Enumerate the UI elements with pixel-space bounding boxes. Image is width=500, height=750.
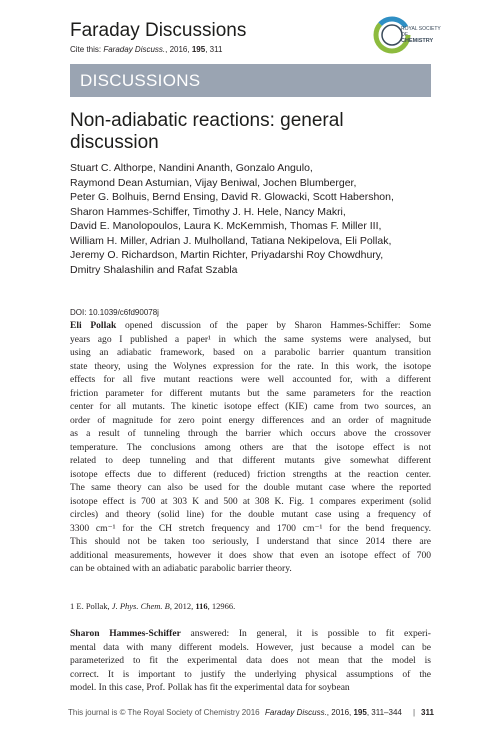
- speaker-name: Sharon Hammes-Schiffer: [70, 628, 181, 639]
- reference-prefix: 1 E. Pollak,: [70, 601, 112, 611]
- paragraph-line: as a result of tunneling through the barrier which occurs above the crossover: [70, 428, 431, 439]
- paragraph-line: effects for all five mutant reactions were well accounted for, with a different: [70, 374, 431, 385]
- discussion-paragraph: [70, 319, 431, 576]
- paragraph-line: using an adiabatic framework, based on a parabolic barrier quantum transition: [70, 347, 431, 358]
- footer-pages: , 311–344: [366, 708, 402, 717]
- citation-line: [70, 45, 222, 54]
- speaker-name: Eli Pollak: [70, 320, 117, 331]
- author-line: Raymond Dean Astumian, Vijay Beniwal, Jochen Blumberger,: [70, 176, 357, 189]
- footer-separator: |: [413, 708, 416, 717]
- logo-ring-inner: [382, 25, 402, 45]
- paragraph-line: circles) and theory (solid line) for the double mutant case using a frequency of: [70, 509, 431, 520]
- journal-title: Faraday Discussions: [70, 20, 247, 41]
- paragraph-line: isotope effects due to different (reduced) friction strengths at the reaction center.: [70, 468, 431, 480]
- section-label: DISCUSSIONS: [80, 70, 201, 90]
- discussion-paragraph: [70, 627, 431, 695]
- paragraph-line: additional measurements, however it does show that even an isotope effect of 700: [70, 549, 431, 561]
- paragraph-line: order of magnitude for zero point energy differences and an order of magnitude: [70, 414, 431, 426]
- author-line: William H. Miller, Adrian J. Mulholland, Tatiana Nekipelova, Eli Pollak,: [70, 234, 392, 247]
- reference-year: , 2012,: [169, 601, 196, 611]
- author-list: [70, 161, 430, 277]
- cite-year: , 2016,: [165, 45, 192, 54]
- paragraph-line: state theory, using the Wolynes expression for the rate. In this work, the isotope: [70, 360, 431, 372]
- paragraph-line: correct. It is important to justify the underlying physical assumptions of the: [70, 668, 431, 680]
- footer-journal: Faraday Discuss.: [265, 708, 327, 717]
- paragraph-line: parameterized to fit the experimental data does not mean that the model is: [70, 655, 431, 666]
- cite-prefix: Cite this:: [70, 45, 104, 54]
- rsc-logo: [372, 10, 441, 60]
- cite-page: , 311: [205, 45, 223, 54]
- logo-text-line2: OF: [401, 32, 408, 38]
- paragraph-line: 3300 cm⁻¹ for the CH stretch frequency and 1700 cm⁻¹ for the bend frequency.: [70, 522, 431, 534]
- paragraph-line: center for all mutants. The kinetic isotope effect (KIE) came from two sources, an: [70, 401, 431, 412]
- paragraph-line: years ago I published a paper¹ in which the same systems were analysed, but: [70, 333, 431, 345]
- title-line: discussion: [70, 132, 159, 153]
- footer-year: , 2016,: [326, 708, 354, 717]
- logo-text-line1: ROYAL SOCIETY: [401, 26, 441, 32]
- doi: DOI: 10.1039/c6fd90078j: [70, 308, 159, 317]
- author-line: Peter G. Bolhuis, Bernd Ensing, David R. Glowacki, Scott Habershon,: [70, 191, 394, 203]
- reference-volume: 116: [195, 601, 208, 611]
- paragraph-line: model. In this case, Prof. Pollak has fit the experimental data for soybean: [70, 682, 350, 693]
- reference-journal: J. Phys. Chem. B: [111, 601, 170, 611]
- paragraph-line: isotope effect is 700 at 303 K and 500 at 308 K. Fig. 1 compares experiment (solid: [70, 495, 431, 507]
- line-text: opened discussion of the paper by Sharon Hammes-Schiffer: Some: [116, 320, 431, 331]
- paper-title: [70, 110, 400, 154]
- footer-volume: 195: [353, 708, 367, 717]
- reference-1: [70, 601, 235, 611]
- paragraph-line: related to deep tunneling and that different mutants give somewhat different: [70, 455, 431, 466]
- footer-citation: [265, 708, 402, 717]
- author-line: Jeremy O. Richardson, Martin Richter, Priyadarshi Roy Chowdhury,: [70, 249, 384, 261]
- author-line: Sharon Hammes-Schiffer, Timothy J. H. Hele, Nancy Makri,: [70, 205, 346, 218]
- page-number: 311: [421, 708, 434, 717]
- author-line: David E. Manolopoulos, Laura K. McKemmish, Thomas F. Miller III,: [70, 220, 382, 232]
- section-banner: [70, 64, 431, 97]
- line-text: answered: In general, it is possible to fit experi-: [180, 628, 431, 639]
- footer-copyright: This journal is © The Royal Society of Chemistry 2016: [68, 708, 260, 717]
- author-line: Dmitry Shalashilin and Rafat Szabla: [70, 263, 238, 276]
- paragraph-line: This should not be taken too seriously, I understand that since 2014 there are: [70, 536, 431, 547]
- paragraph-line: can be obtained with an adiabatic parabolic barrier theory.: [70, 563, 292, 574]
- paragraph-line: temperature. The conclusions among others are that the isotope effect is not: [70, 441, 431, 453]
- paragraph-line: friction parameter for different mutants but the same parameters for the reaction: [70, 387, 431, 399]
- author-line: Stuart C. Althorpe, Nandini Ananth, Gonzalo Angulo,: [70, 162, 313, 174]
- paragraph-line: mental data with many different models. However, just because a model can be: [70, 641, 431, 653]
- paragraph-line: [70, 627, 431, 641]
- paragraph-line: [70, 319, 431, 333]
- reference-pages: , 12966.: [207, 601, 236, 611]
- title-line: Non-adiabatic reactions: general: [70, 110, 344, 131]
- cite-volume: 195: [191, 45, 206, 54]
- paragraph-line: The same theory can also be used for the double mutant case where the reported: [70, 482, 431, 493]
- logo-text-line3: CHEMISTRY: [401, 38, 434, 44]
- page-footer: [68, 708, 432, 720]
- cite-journal: Faraday Discuss.: [103, 45, 166, 54]
